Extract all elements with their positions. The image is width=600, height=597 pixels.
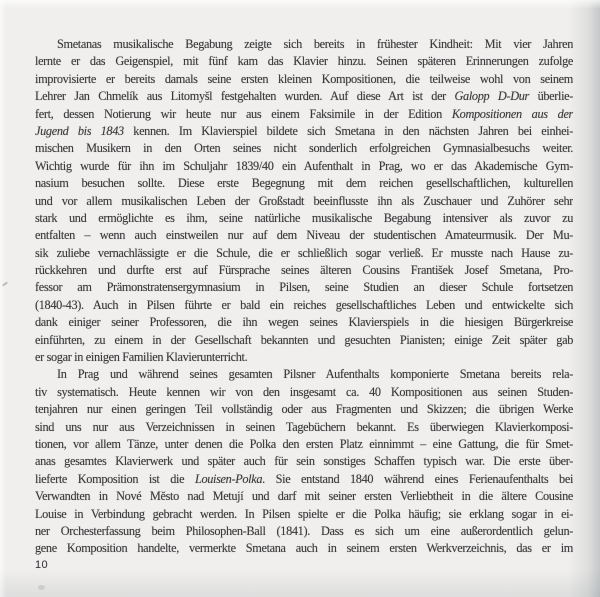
text-line xyxy=(35,88,573,105)
text-segment: Verwandten in Nové Město nad Metují und darf mit seiner ersten Verliebtheit in die ältere Cousine xyxy=(35,489,573,504)
scan-artifact-left-edge xyxy=(2,281,8,286)
text-line xyxy=(35,401,573,418)
text-line xyxy=(35,384,573,401)
text-line xyxy=(35,366,573,383)
text-segment: dank einiger seiner Professoren, die ihn wegen seines Klavierspiels in die hiesigen Bürgerkreise xyxy=(35,315,573,330)
paragraph xyxy=(35,36,573,366)
text-segment: er sogar in einigen Familien Klavierunterricht. xyxy=(35,350,248,365)
text-segment: In Prag und während seines gesamten Pilsner Aufenthalts komponierte Smetana bereits rela- xyxy=(57,367,573,382)
text-segment: Jugend bis 1843 xyxy=(35,123,124,138)
text-line xyxy=(35,210,573,227)
text-segment: tiv systematisch. Heute kennen wir von den insgesamt ca. 40 Kompositionen aus seinen Studen- xyxy=(35,384,573,399)
text-segment: Galopp D-Dur xyxy=(454,89,529,104)
text-line xyxy=(35,314,573,331)
text-line xyxy=(35,488,573,505)
text-line xyxy=(35,471,573,488)
text-line xyxy=(35,175,573,192)
text-line xyxy=(35,453,573,470)
text-segment: gene Komposition handelte, vermerkte Smetana auch in seinem ersten Werkverzeichnis, das er im xyxy=(35,541,573,556)
text-segment: rückkehren und durfte erst auf Fürsprache seines älteren Cousins František Josef Smetana, Pro- xyxy=(35,263,573,278)
text-line xyxy=(35,53,573,70)
text-segment: sind uns nur aus Verzeichnissen in seinen Tagebüchern bekannt. Es überwiegen Klavierkomposi- xyxy=(35,419,573,434)
text-segment: Louisen-Polka xyxy=(194,471,263,486)
text-segment: Kompositionen aus der xyxy=(451,106,573,121)
text-segment: Wichtig wurde für ihn im Schuljahr 1839/40 ein Aufenthalt in Prag, wo er das Akademische Gym- xyxy=(35,158,573,173)
text-segment: . Sie entstand 1840 während eines Ferienaufenthalts bei xyxy=(262,471,573,486)
text-segment: lernte er das Geigenspiel, mit fünf kam das Klavier hinzu. Seinen späteren Erinnerungen zufolge xyxy=(35,54,573,69)
text-line xyxy=(35,279,573,296)
text-segment: tionen, vor allem Tänze, unter denen die Polka den ersten Platz einnimmt – eine Gattung, die für Smet- xyxy=(35,436,573,451)
text-line xyxy=(35,506,573,523)
text-line xyxy=(35,523,573,540)
text-segment: Lehrer Jan Chmelík aus Litomyšl festgehalten wurden. Auf diese Art ist der xyxy=(35,89,455,104)
text-line xyxy=(35,71,573,88)
text-segment: mischen Musikern in den Orten seines nicht sonderlich erfolgreichen Gymnasialbesuchs weiter. xyxy=(35,141,573,156)
text-segment: stark und ermöglichte es ihm, seine natürliche musikalische Begabung intensiver als zuvor zu xyxy=(35,210,573,225)
text-segment: anas gesamtes Klavierwerk und später auch für sein sonstiges Schaffen typisch war. Die erste über- xyxy=(35,454,573,469)
text-segment: fessor am Prämonstratensergymnasium in Pilsen, seine Studien an dieser Schule fortsetzen xyxy=(35,280,573,295)
text-segment: lieferte Komposition ist die xyxy=(35,471,195,486)
text-segment: improvisierte er bereits damals seine ersten kleinen Kompositionen, die teilweise wohl von seinem xyxy=(35,71,573,86)
text-segment: ner Orchesterfassung beim Philosophen-Ball (1841). Dass es sich um eine außerordentlich gelun- xyxy=(35,523,573,538)
text-segment: kennen. Im Klavierspiel bildete sich Smetana in den nächsten Jahren bei einhei- xyxy=(123,123,573,138)
text-line xyxy=(35,36,573,53)
paragraph xyxy=(35,366,573,557)
text-line xyxy=(35,349,573,366)
text-line xyxy=(35,297,573,314)
text-segment: sik zuliebe vernachlässigte er die Schule, die er schließlich sogar verließ. Er musste nach Hause zu- xyxy=(35,245,573,260)
text-line xyxy=(35,419,573,436)
text-segment: einführten, zu einem in der Gesellschaft bekannten und gesuchten Pianisten; einige Zeit später gab xyxy=(35,332,573,347)
text-line xyxy=(35,436,573,453)
scan-artifact-bottom-smudge xyxy=(38,585,45,590)
text-segment: überlie- xyxy=(528,89,573,104)
text-segment: Smetanas musikalische Begabung zeigte sich bereits in frühester Kindheit: Mit vier Jahren xyxy=(57,37,573,51)
text-line xyxy=(35,158,573,175)
text-line xyxy=(35,262,573,279)
text-segment: entfalten – wenn auch einstweilen nur auf dem Niveau der studentischen Amateurmusik. Der Mu- xyxy=(35,228,573,243)
text-segment: nasium besuchen sollte. Diese erste Begegnung mit dem reichen gesellschaftlichen, kulturellen xyxy=(35,176,573,191)
text-line xyxy=(35,106,573,123)
text-line xyxy=(35,123,573,140)
text-line xyxy=(35,140,573,157)
text-segment: Louise in Verbindung gebracht werden. In Pilsen spielte er die Polka häufig; sie erklang sogar in ei- xyxy=(35,506,573,521)
text-line xyxy=(35,193,573,210)
text-line xyxy=(35,540,573,557)
text-block xyxy=(35,36,573,558)
text-segment: fert, dessen Notierung wir heute nur aus einem Faksimile in der Edition xyxy=(35,106,452,121)
text-segment: und vor allem musikalischen Leben der Großstadt beeinflusste ihn als Zuschauer und Zuhörer sehr xyxy=(35,193,573,208)
page-number: 10 xyxy=(35,559,49,571)
text-line xyxy=(35,245,573,262)
text-segment: tenjahren nur einen geringen Teil vollständig oder aus Fragmenten und Skizzen; die übrigen Werke xyxy=(35,402,573,417)
text-line xyxy=(35,332,573,349)
text-segment: (1840-43). Auch in Pilsen führte er bald ein reiches gesellschaftliches Leben und entwickelte sich xyxy=(35,297,573,312)
text-line xyxy=(35,227,573,244)
